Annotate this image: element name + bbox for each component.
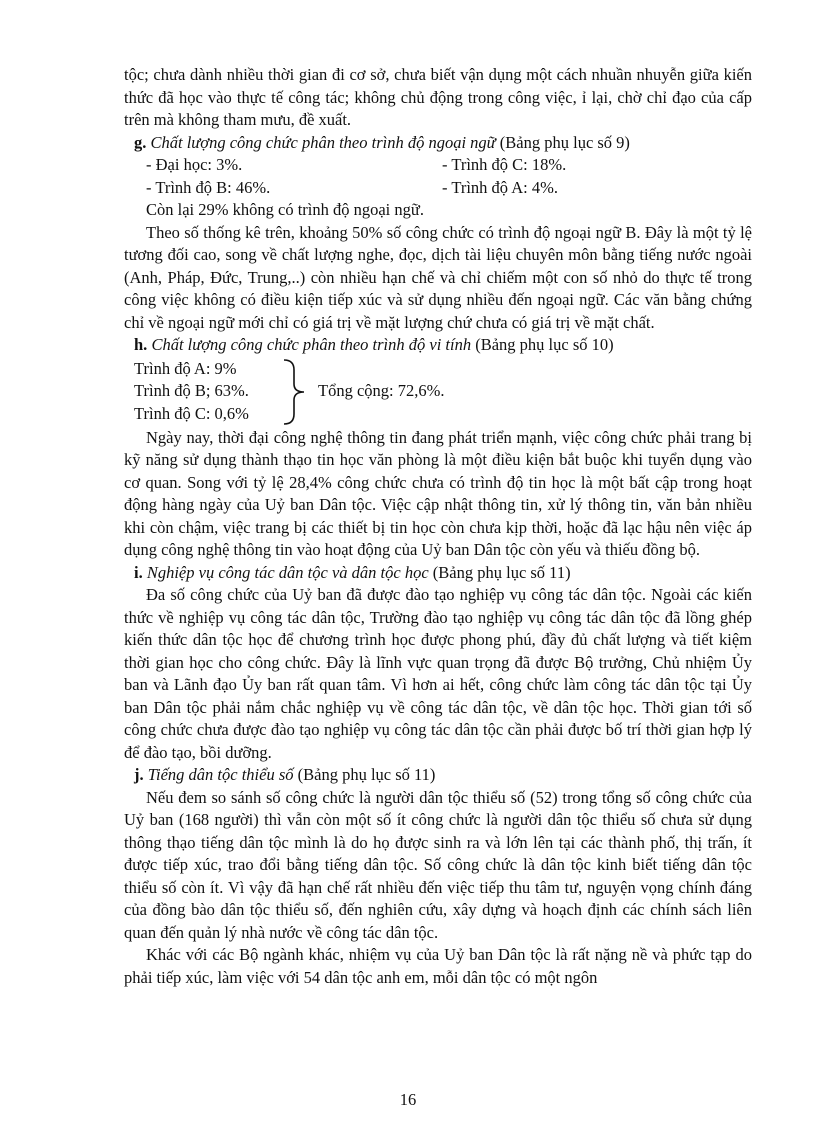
page-number: 16 xyxy=(399,1090,417,1109)
section-j-label: j. xyxy=(134,765,144,784)
foreign-language-list-row-2 xyxy=(124,177,752,200)
list-item: - Trình độ A: 4%. xyxy=(442,177,558,197)
section-g-ref: (Bảng phụ lục số 9) xyxy=(499,132,630,152)
paragraph-computer-skill: Ngày nay, thời đại công nghệ thông tin đang phát triển mạnh, việc công chức phải trang bị kỹ năng sử dụng thành thạo tin học văn phòng là một điều kiện bắt buộc khi tuyển dụng vào cơ quan. Song với tỷ lệ 28,4% công chức chưa có trình độ tin học là một bất cập trong hoạt động hàng ngày của Uỷ ban Dân tộc. Việc cập nhật thông tin, xử lý thông tin, văn bản nhiều khi còn chậm, việc trang bị các thiết bị tin học còn chưa kịp thời, hoặc đã lạc hậu nên việc áp dụng công nghệ thông tin vào hoạt động của Uỷ ban Dân tộc còn yếu và thiếu đồng bộ. xyxy=(124,427,752,559)
paragraph-continuation: tộc; chưa dành nhiều thời gian đi cơ sở, chưa biết vận dụng một cách nhuần nhuyễn giữa kiến thức đã học vào thực tế công tác; không chủ động trong công việc, ỉ lại, chờ chỉ đạo của cấp trên mà không tham mưu, đề xuất. xyxy=(124,65,752,129)
paragraph-foreign-language: Theo số thống kê trên, khoảng 50% số công chức có trình độ ngoại ngữ B. Đây là một tỷ lệ tương đối cao, song về chất lượng nghe, đọc, dịch tài liệu chuyên môn bằng tiếng nước ngoài (Anh, Pháp, Đức, Trung,..) còn nhiều hạn chế và chỉ chiếm một con số nhỏ do thực tế trong công việc không có điều kiện tiếp xúc và sử dụng nhiều đến ngoại ngữ. Các văn bằng chứng chỉ về ngoại ngữ mới chỉ có giá trị về mặt lượng chứ chưa có giá trị về mặt chất. xyxy=(124,222,752,332)
paragraph-ethnic-affairs: Đa số công chức của Uỷ ban đã được đào tạo nghiệp vụ công tác dân tộc. Ngoài các kiến thức về nghiệp vụ công tác dân tộc, Trường đào tạo nghiệp vụ công tác dân tộc đã lồng ghép kiến thức dân tộc học để chương trình học được phong phú, đầy đủ chất lượng và tiết kiệm thời gian học cho công chức. Đây là lĩnh vực quan trọng đã được Bộ trưởng, Chủ nhiệm Ủy ban và Lãnh đạo Ủy ban rất quan tâm. Vì hơn ai hết, công chức làm công tác dân tộc tại Ủy ban Dân tộc phải nắm chắc nghiệp vụ về công tác dân tộc, về dân tộc học. Thời gian tới số công chức chưa được đào tạo nghiệp vụ công tác dân tộc cần phải được bố trí thời gian hợp lý để đào tạo, bồi dưỡng. xyxy=(124,585,752,762)
section-h-heading xyxy=(124,334,752,357)
section-i-heading xyxy=(124,562,752,585)
section-h-ref: (Bảng phụ lục số 10) xyxy=(475,335,614,354)
section-i-ref: (Bảng phụ lục số 11) xyxy=(432,562,571,582)
section-i-title: Nghiệp vụ công tác dân tộc và dân tộc học xyxy=(146,562,429,582)
list-item: Trình độ C: 0,6% xyxy=(134,403,249,423)
foreign-language-list-row-1 xyxy=(124,154,752,177)
paragraph-minority-language: Nếu đem so sánh số công chức là người dân tộc thiểu số (52) trong tổng số công chức của Uỷ ban (168 người) thì vẫn còn một số ít công chức là người dân tộc thiểu số chưa sử dụng thông thạo tiếng dân tộc mình là do họ được sinh ra và lớn lên tại các thành phố, thị trấn, ít được tiếp xúc, trao đổi bằng tiếng dân tộc. Số công chức là dân tộc kinh biết tiếng dân tộc thiểu số còn ít. Vì vậy đã hạn chế rất nhiều đến việc tiếp thu tâm tư, nguyện vọng chính đáng của đồng bào dân tộc thiểu số, đến nghiên cứu, xây dựng và hoạch định các chính sách liên quan đến quản lý nhà nước về công tác dân tộc. xyxy=(124,787,752,942)
computer-skill-list xyxy=(124,357,752,427)
section-g-title: Chất lượng công chức phân theo trình độ ngoại ngữ xyxy=(150,132,496,152)
document-page xyxy=(124,64,752,989)
section-g-label: g. xyxy=(134,132,147,152)
section-g-heading xyxy=(124,132,752,155)
list-item: - Trình độ C: 18%. xyxy=(442,155,567,174)
section-j-heading xyxy=(124,764,752,787)
computer-skill-items xyxy=(134,358,280,426)
computer-skill-total: Tổng cộng: 72,6%. xyxy=(318,381,445,401)
list-item: - Đại học: 3%. xyxy=(146,155,243,174)
section-h-title: Chất lượng công chức phân theo trình độ vi tính xyxy=(151,335,472,354)
paragraph-last: Khác với các Bộ ngành khác, nhiệm vụ của Uỷ ban Dân tộc là rất nặng nề và phức tạp do phải tiếp xúc, làm việc với 54 dân tộc anh em, mỗi dân tộc có một ngôn xyxy=(124,945,752,987)
section-j-title: Tiếng dân tộc thiểu số xyxy=(147,765,294,784)
section-j-ref: (Bảng phụ lục số 11) xyxy=(297,765,436,784)
section-i-label: i. xyxy=(134,562,143,582)
list-item: Trình độ A: 9% xyxy=(134,358,237,378)
right-brace-icon xyxy=(280,358,316,426)
list-item: - Trình độ B: 46%. xyxy=(146,177,271,197)
section-h-label: h. xyxy=(134,335,148,354)
list-item: Trình độ B; 63%. xyxy=(134,381,249,401)
foreign-language-remainder: Còn lại 29% không có trình độ ngoại ngữ. xyxy=(146,200,424,219)
